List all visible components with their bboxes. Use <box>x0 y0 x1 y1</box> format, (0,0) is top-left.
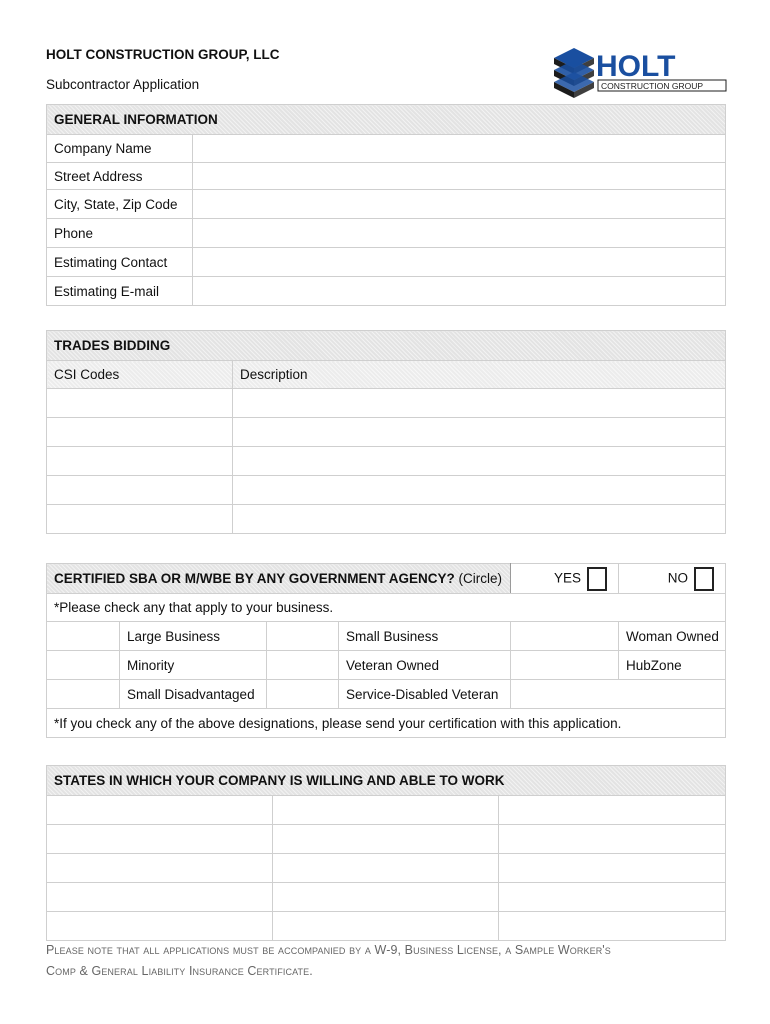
requirements-note-line-2: Comp & General Liability Insurance Certificate. <box>46 964 313 978</box>
street-address-field[interactable] <box>193 163 726 190</box>
veteran-owned-checkbox[interactable] <box>267 651 339 680</box>
state-field[interactable] <box>499 883 726 912</box>
csi-code-field[interactable] <box>47 447 233 476</box>
estimating-email-field[interactable] <box>193 277 726 306</box>
no-label: NO <box>667 570 689 586</box>
description-column-header: Description <box>233 361 726 389</box>
trades-bidding-table <box>46 330 726 534</box>
state-field[interactable] <box>47 854 273 883</box>
state-field[interactable] <box>499 854 726 883</box>
state-field[interactable] <box>47 825 273 854</box>
requirements-note <box>46 940 726 982</box>
minority-label: Minority <box>120 651 267 680</box>
description-field[interactable] <box>233 389 726 418</box>
general-information-table <box>46 104 726 306</box>
state-field[interactable] <box>47 912 273 941</box>
large-business-label: Large Business <box>120 622 267 651</box>
holt-cube-icon <box>554 48 594 98</box>
yes-option[interactable] <box>511 564 619 594</box>
hubzone-label: HubZone <box>619 651 726 680</box>
estimating-email-label: Estimating E-mail <box>47 277 193 306</box>
state-field[interactable] <box>273 854 499 883</box>
description-field[interactable] <box>233 447 726 476</box>
csi-code-field[interactable] <box>47 476 233 505</box>
service-disabled-veteran-checkbox[interactable] <box>267 680 339 709</box>
yes-checkbox[interactable] <box>587 567 607 591</box>
service-disabled-veteran-label: Service-Disabled Veteran <box>339 680 511 709</box>
logo-tagline: CONSTRUCTION GROUP <box>601 81 703 91</box>
company-name-heading: HOLT CONSTRUCTION GROUP, LLC <box>46 47 280 62</box>
small-disadvantaged-label: Small Disadvantaged <box>120 680 267 709</box>
veteran-owned-label: Veteran Owned <box>339 651 511 680</box>
large-business-checkbox[interactable] <box>47 622 120 651</box>
logo-word: HOLT <box>596 50 676 83</box>
yes-label: YES <box>554 570 582 586</box>
certified-question <box>47 564 511 594</box>
state-field[interactable] <box>273 912 499 941</box>
small-business-checkbox[interactable] <box>267 622 339 651</box>
state-field[interactable] <box>273 825 499 854</box>
trades-bidding-header: TRADES BIDDING <box>47 331 726 361</box>
state-field[interactable] <box>499 796 726 825</box>
holt-logo <box>548 44 730 98</box>
company-name-label: Company Name <box>47 135 193 163</box>
state-field[interactable] <box>47 796 273 825</box>
certified-question-text: CERTIFIED SBA OR M/WBE BY ANY GOVERNMENT AGENCY? <box>54 571 455 586</box>
circle-instruction: (Circle) <box>458 571 503 586</box>
csi-codes-column-header: CSI Codes <box>47 361 233 389</box>
states-table <box>46 765 726 941</box>
estimating-contact-field[interactable] <box>193 248 726 277</box>
form-subtitle: Subcontractor Application <box>46 77 200 92</box>
csi-code-field[interactable] <box>47 389 233 418</box>
small-business-label: Small Business <box>339 622 511 651</box>
description-field[interactable] <box>233 505 726 534</box>
state-field[interactable] <box>273 883 499 912</box>
description-field[interactable] <box>233 476 726 505</box>
estimating-contact-label: Estimating Contact <box>47 248 193 277</box>
states-header: STATES IN WHICH YOUR COMPANY IS WILLING AND ABLE TO WORK <box>47 766 726 796</box>
certified-table <box>46 563 726 738</box>
phone-label: Phone <box>47 219 193 248</box>
state-field[interactable] <box>499 912 726 941</box>
state-field[interactable] <box>273 796 499 825</box>
csi-code-field[interactable] <box>47 505 233 534</box>
check-instruction: *Please check any that apply to your business. <box>47 594 726 622</box>
state-field[interactable] <box>47 883 273 912</box>
state-field[interactable] <box>499 825 726 854</box>
woman-owned-label: Woman Owned <box>619 622 726 651</box>
description-field[interactable] <box>233 418 726 447</box>
empty-cell <box>511 680 726 709</box>
csi-code-field[interactable] <box>47 418 233 447</box>
no-checkbox[interactable] <box>694 567 714 591</box>
street-address-label: Street Address <box>47 163 193 190</box>
general-information-header: GENERAL INFORMATION <box>47 105 726 135</box>
certification-footnote: *If you check any of the above designations, please send your certification with this application. <box>47 709 726 738</box>
city-state-zip-field[interactable] <box>193 190 726 219</box>
hubzone-checkbox[interactable] <box>511 651 619 680</box>
woman-owned-checkbox[interactable] <box>511 622 619 651</box>
minority-checkbox[interactable] <box>47 651 120 680</box>
city-state-zip-label: City, State, Zip Code <box>47 190 193 219</box>
company-name-field[interactable] <box>193 135 726 163</box>
no-option[interactable] <box>619 564 726 594</box>
phone-field[interactable] <box>193 219 726 248</box>
small-disadvantaged-checkbox[interactable] <box>47 680 120 709</box>
requirements-note-line-1: Please note that all applications must be accompanied by a W-9, Business License, a Sample Worker's <box>46 943 611 957</box>
